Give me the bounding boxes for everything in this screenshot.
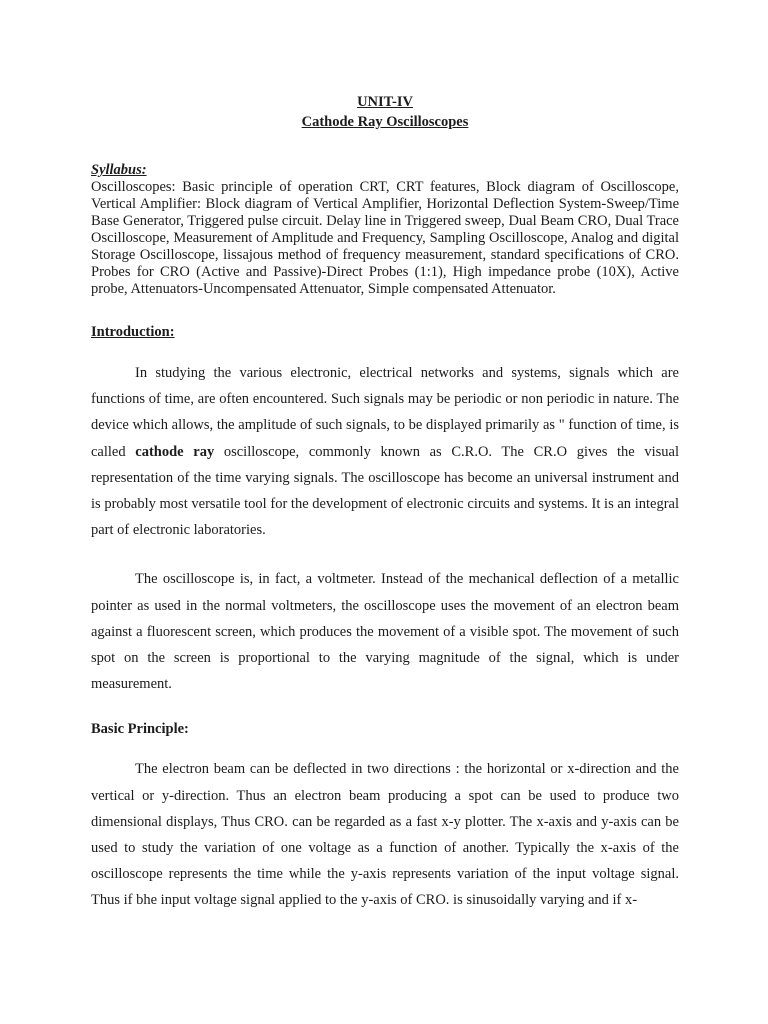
document-page	[91, 92, 679, 914]
introduction-paragraph-2: The oscilloscope is, in fact, a voltmeter. Instead of the mechanical deflection of a metallic pointer as used in the normal voltmeters, the oscilloscope uses the movement of an electron beam against a fluorescent screen, which produces the movement of a visible spot. The movement of such spot on the screen is proportional to the varying magnitude of the signal, which is under measurement.	[91, 571, 679, 693]
syllabus-section	[91, 162, 679, 298]
intro-p1-bold-term: cathode ray	[135, 443, 215, 460]
basic-principle-paragraph-1: The electron beam can be deflected in two directions : the horizontal or x-direction and the vertical or y-direction. Thus an electron beam producing a spot can be used to produce two dimensional displays, Thus CRO. can be regarded as a fast x-y plotter. The x-axis and y-axis can be used to study the variation of one voltage as a function of another. Typically the x-axis of the oscilloscope represents the time while the y-axis represents variation of the input voltage signal. Thus if bhe input voltage signal applied to the y-axis of CRO. is sinusoidally varying and if x-	[91, 761, 679, 909]
basic-principle-heading: Basic Principle:	[91, 721, 189, 738]
unit-number: UNIT-IV	[357, 94, 413, 110]
syllabus-text: Oscilloscopes: Basic principle of operation CRT, CRT features, Block diagram of Oscilloscope, Vertical Amplifier: Block diagram of Vertical Amplifier, Horizontal Deflection System-Sweep/Time Base Generator, Triggered pulse circuit. Delay line in Triggered sweep, Dual Beam CRO, Dual Trace Oscilloscope, Measurement of Amplitude and Frequency, Sampling Oscilloscope, Analog and digital Storage Oscilloscope, lissajous method of frequency measurement, standard specifications of CRO. Probes for CRO (Active and Passive)-Direct Probes (1:1), High impedance probe (10X), Active probe, Attenuators-Uncompensated Attenuator, Simple compensated Attenuator.	[91, 179, 679, 297]
intro-p1-end: oscilloscope, commonly known as C.R.O. The CR.O gives the visual representation of the time varying signals. The oscilloscope has become an universal instrument and is probably most versatile tool for the development of electronic circuits and systems. It is an integral part of electronic laboratories.	[91, 443, 679, 539]
introduction-paragraph-1	[91, 360, 679, 543]
intro-p1-start: In studying the various electronic, electrical networks and systems, signals which are functions of time, are often encountered. Such signals may be periodic or non periodic in nature. The device which allows, the amplitude of such signals, to be displayed primarily as " function of time, is called	[91, 365, 679, 460]
syllabus-label: Syllabus:	[91, 162, 147, 178]
page-title: Cathode Ray Oscilloscopes	[301, 114, 469, 130]
introduction-heading: Introduction:	[91, 324, 175, 340]
